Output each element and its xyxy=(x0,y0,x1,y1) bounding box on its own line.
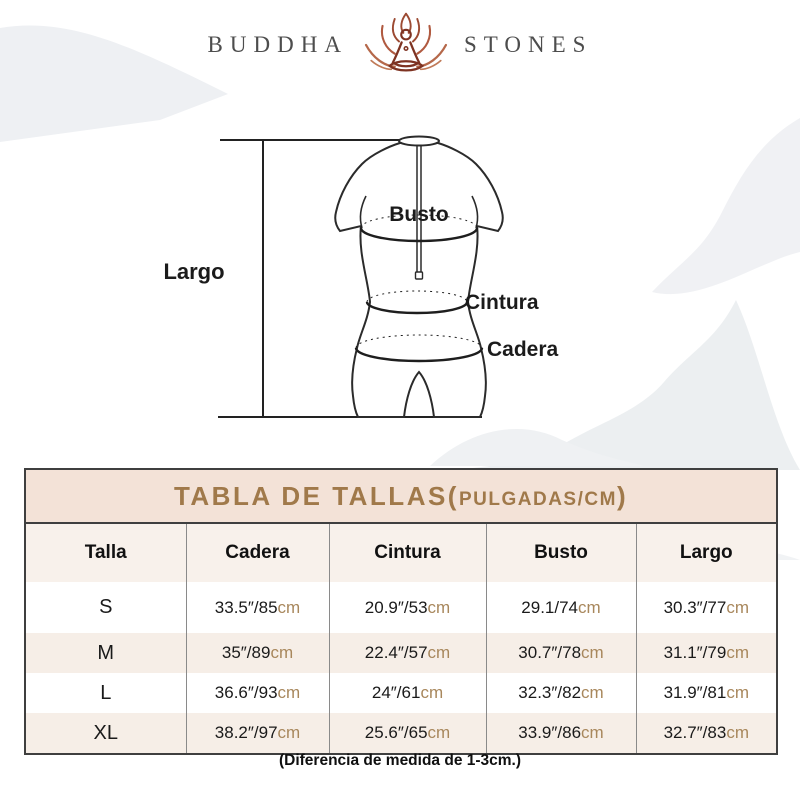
measurement-cell xyxy=(636,582,777,633)
mannequin-outline xyxy=(335,137,503,418)
measurement-unit: cm xyxy=(277,597,301,617)
measurement-unit: cm xyxy=(420,683,444,702)
brand-logo xyxy=(0,10,800,80)
measurement-cell xyxy=(636,633,777,673)
measurement-cell xyxy=(329,633,486,673)
table-header-row xyxy=(25,523,777,582)
measurement-cell xyxy=(329,673,486,713)
measurement-value: 32.7″/83 xyxy=(663,723,727,742)
table-row-m xyxy=(25,633,777,673)
measurement-value: 36.6″/93 xyxy=(214,683,278,702)
measurement-unit: cm xyxy=(581,643,604,662)
column-header-largo: Largo xyxy=(636,523,777,582)
measurement-unit: cm xyxy=(726,643,749,662)
column-header-busto: Busto xyxy=(486,523,636,582)
measurement-unit: cm xyxy=(726,723,749,742)
busto-label: Busto xyxy=(389,203,449,226)
table-title xyxy=(25,469,777,523)
measurement-unit: cm xyxy=(581,683,604,702)
size-label: M xyxy=(25,633,186,673)
measurement-cell xyxy=(636,673,777,713)
measurement-cell xyxy=(329,582,486,633)
measurement-value: 31.1″/79 xyxy=(663,643,727,662)
measurement-value: 30.7″/78 xyxy=(518,643,582,662)
measurement-cell xyxy=(186,582,329,633)
measurement-value: 33.9″/86 xyxy=(518,723,582,742)
measurement-tolerance-note: (Diferencia de medida de 1-3cm.) xyxy=(278,752,522,769)
size-table xyxy=(24,468,778,755)
measurement-value: 33.5″/85 xyxy=(214,597,278,617)
measurement-unit: cm xyxy=(270,643,294,662)
measurement-cell xyxy=(486,713,636,754)
measurement-value: 22.4″/57 xyxy=(364,643,428,662)
table-row-s xyxy=(25,582,777,633)
measurement-value: 38.2″/97 xyxy=(214,723,278,742)
measurement-value: 25.6″/65 xyxy=(364,723,428,742)
measurement-unit: cm xyxy=(427,597,451,617)
measurement-unit: cm xyxy=(578,597,601,617)
measurement-unit: cm xyxy=(726,597,749,617)
cadera-label: Cadera xyxy=(487,338,559,361)
measurement-cell xyxy=(636,713,777,754)
brand-word-right: STONES xyxy=(463,32,593,57)
table-title-row xyxy=(25,469,777,523)
size-label: L xyxy=(25,673,186,713)
measurement-value: 30.3″/77 xyxy=(663,597,727,617)
measurement-value: 35″/89 xyxy=(221,643,271,662)
measurement-cell xyxy=(186,633,329,673)
table-row-xl xyxy=(25,713,777,754)
measurement-value: 20.9″/53 xyxy=(364,597,428,617)
measurement-cell xyxy=(186,713,329,754)
measurement-cell xyxy=(329,713,486,754)
measurement-unit: cm xyxy=(277,683,301,702)
measurement-diagram xyxy=(0,120,800,465)
measurement-cell xyxy=(486,633,636,673)
measurement-unit: cm xyxy=(581,723,604,742)
table-title-main: TABLA DE TALLAS( xyxy=(173,480,459,511)
measurement-value: 29.1/74 xyxy=(521,597,579,617)
size-table-section xyxy=(24,468,776,755)
measurement-cell xyxy=(486,582,636,633)
measurement-value: 32.3″/82 xyxy=(518,683,582,702)
size-table-body xyxy=(25,582,777,754)
measurement-value: 31.9″/81 xyxy=(663,683,727,702)
column-header-cadera: Cadera xyxy=(186,523,329,582)
measurement-unit: cm xyxy=(427,643,451,662)
column-header-talla: Talla xyxy=(25,523,186,582)
measurement-unit: cm xyxy=(427,723,451,742)
table-title-sub: PULGADAS/CM xyxy=(458,488,617,510)
largo-label: Largo xyxy=(163,259,225,284)
table-title-close: ) xyxy=(616,480,629,511)
measurement-cell xyxy=(486,673,636,713)
measurement-unit: cm xyxy=(277,723,301,742)
lotus-meditation-icon xyxy=(362,12,450,78)
brand-word-left: BUDDHA xyxy=(207,32,348,57)
measurement-cell xyxy=(186,673,329,713)
column-header-cintura: Cintura xyxy=(329,523,486,582)
table-row-l xyxy=(25,673,777,713)
measurement-unit: cm xyxy=(726,683,749,702)
size-label: XL xyxy=(25,713,186,754)
size-label: S xyxy=(25,582,186,633)
measurement-value: 24″/61 xyxy=(371,683,421,702)
cintura-label: Cintura xyxy=(465,291,539,314)
